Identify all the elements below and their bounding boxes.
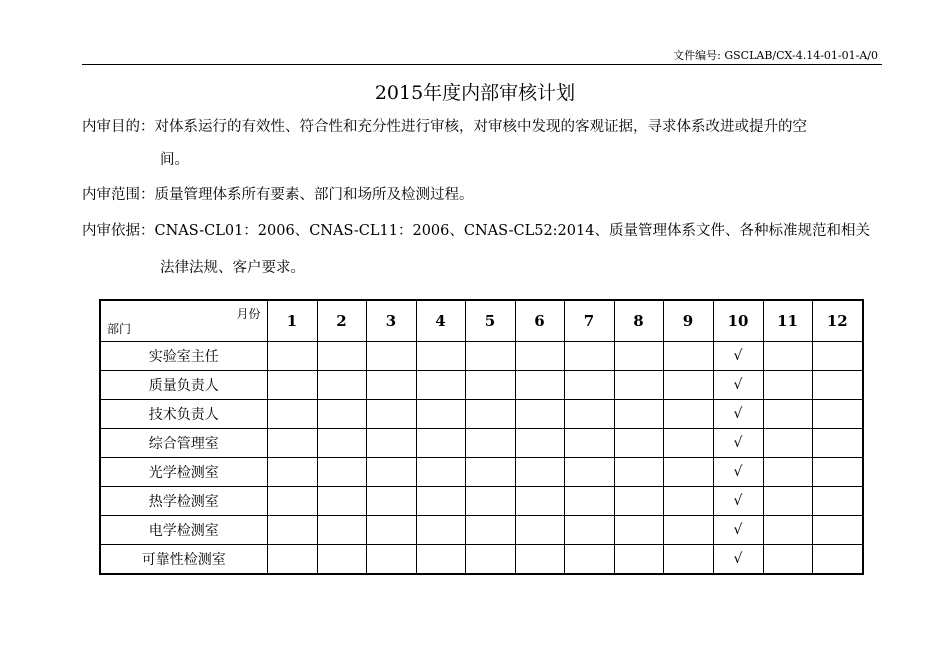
audit-basis-line2: 法律法规、客户要求。	[160, 260, 305, 276]
month-cell	[416, 487, 465, 516]
month-cell	[465, 342, 515, 371]
month-cell	[564, 342, 614, 371]
month-cell	[763, 429, 812, 458]
month-cell	[416, 400, 465, 429]
month-cell	[812, 342, 863, 371]
month-cell	[614, 458, 663, 487]
table-row	[100, 342, 863, 371]
department-cell: 综合管理室	[100, 429, 267, 458]
month-cell	[366, 342, 416, 371]
month-header: 9	[663, 300, 713, 342]
month-cell	[267, 458, 317, 487]
month-cell	[465, 487, 515, 516]
month-cell	[763, 516, 812, 545]
month-header: 8	[614, 300, 663, 342]
month-cell	[614, 371, 663, 400]
month-cell: √	[713, 545, 763, 575]
month-cell	[416, 516, 465, 545]
month-cell	[317, 545, 366, 575]
month-cell	[763, 487, 812, 516]
month-header: 5	[465, 300, 515, 342]
month-header: 2	[317, 300, 366, 342]
month-cell	[663, 458, 713, 487]
department-cell: 电学检测室	[100, 516, 267, 545]
month-cell	[663, 516, 713, 545]
month-cell	[812, 516, 863, 545]
table-row	[100, 429, 863, 458]
department-cell: 质量负责人	[100, 371, 267, 400]
month-cell	[663, 342, 713, 371]
month-cell	[416, 429, 465, 458]
month-header: 10	[713, 300, 763, 342]
table-row	[100, 400, 863, 429]
table-row	[100, 458, 863, 487]
month-cell	[267, 371, 317, 400]
month-cell	[812, 371, 863, 400]
month-cell	[317, 516, 366, 545]
month-cell	[267, 545, 317, 575]
month-cell: √	[713, 487, 763, 516]
month-cell	[663, 545, 713, 575]
month-cell	[763, 371, 812, 400]
month-cell	[663, 429, 713, 458]
month-cell	[317, 371, 366, 400]
month-cell	[614, 342, 663, 371]
table-row	[100, 516, 863, 545]
month-cell	[515, 371, 564, 400]
month-cell	[763, 458, 812, 487]
month-cell	[366, 545, 416, 575]
month-cell: √	[713, 342, 763, 371]
corner-month-label: 月份	[236, 307, 261, 321]
month-cell	[663, 400, 713, 429]
month-cell	[267, 342, 317, 371]
month-cell	[763, 545, 812, 575]
month-cell	[812, 458, 863, 487]
month-header: 3	[366, 300, 416, 342]
document-title: 2015年度内部审核计划	[374, 82, 576, 104]
month-cell	[564, 400, 614, 429]
month-cell	[614, 545, 663, 575]
month-cell	[564, 516, 614, 545]
month-header: 7	[564, 300, 614, 342]
month-header: 1	[267, 300, 317, 342]
month-cell	[366, 458, 416, 487]
corner-dept-label: 部门	[107, 322, 132, 336]
audit-schedule-table	[99, 299, 864, 575]
month-cell	[465, 400, 515, 429]
month-cell	[515, 429, 564, 458]
table-header-row	[100, 300, 863, 342]
month-cell	[812, 429, 863, 458]
month-cell	[515, 516, 564, 545]
month-cell: √	[713, 371, 763, 400]
corner-header-cell	[100, 300, 267, 342]
month-cell	[465, 371, 515, 400]
month-cell	[614, 429, 663, 458]
header-divider	[82, 64, 882, 65]
table-row	[100, 371, 863, 400]
month-cell	[267, 487, 317, 516]
month-cell	[267, 429, 317, 458]
month-cell	[416, 458, 465, 487]
month-cell	[614, 516, 663, 545]
month-cell: √	[713, 429, 763, 458]
month-cell	[812, 400, 863, 429]
audit-purpose-line2: 间。	[160, 152, 189, 168]
month-cell	[564, 458, 614, 487]
month-cell	[763, 342, 812, 371]
month-cell	[416, 545, 465, 575]
month-cell	[267, 400, 317, 429]
department-cell: 实验室主任	[100, 342, 267, 371]
department-cell: 技术负责人	[100, 400, 267, 429]
month-cell	[663, 371, 713, 400]
month-cell	[366, 487, 416, 516]
audit-basis-line1: 内审依据：CNAS-CL01：2006、CNAS-CL11：2006、CNAS-CL52:2014、质量管理体系文件、各种标准规范和相关	[82, 223, 870, 239]
month-cell	[416, 342, 465, 371]
month-cell	[317, 458, 366, 487]
month-cell	[564, 371, 614, 400]
department-cell: 可靠性检测室	[100, 545, 267, 575]
table-row	[100, 487, 863, 516]
department-cell: 光学检测室	[100, 458, 267, 487]
month-cell	[267, 516, 317, 545]
month-cell	[812, 487, 863, 516]
month-cell	[465, 458, 515, 487]
month-cell: √	[713, 458, 763, 487]
department-cell: 热学检测室	[100, 487, 267, 516]
month-cell	[614, 487, 663, 516]
month-cell	[366, 429, 416, 458]
month-cell	[515, 487, 564, 516]
month-cell	[564, 545, 614, 575]
month-cell	[465, 516, 515, 545]
month-cell: √	[713, 516, 763, 545]
month-cell	[317, 400, 366, 429]
month-cell	[317, 342, 366, 371]
month-cell	[465, 429, 515, 458]
month-cell	[465, 545, 515, 575]
month-cell: √	[713, 400, 763, 429]
month-header: 6	[515, 300, 564, 342]
month-cell	[366, 371, 416, 400]
month-cell	[663, 487, 713, 516]
audit-scope: 内审范围：质量管理体系所有要素、部门和场所及检测过程。	[82, 187, 474, 203]
month-cell	[515, 400, 564, 429]
month-header: 4	[416, 300, 465, 342]
month-cell	[515, 458, 564, 487]
month-cell	[614, 400, 663, 429]
month-cell	[515, 342, 564, 371]
audit-purpose-line1: 内审目的：对体系运行的有效性、符合性和充分性进行审核，对审核中发现的客观证据，寻求体系改进或提升的空	[82, 119, 807, 135]
month-cell	[564, 487, 614, 516]
month-cell	[564, 429, 614, 458]
month-cell	[317, 429, 366, 458]
document-code: 文件编号: GSCLAB/CX-4.14-01-01-A/0	[673, 49, 878, 62]
month-cell	[763, 400, 812, 429]
month-header: 12	[812, 300, 863, 342]
table-row	[100, 545, 863, 575]
month-header: 11	[763, 300, 812, 342]
month-cell	[366, 400, 416, 429]
month-cell	[317, 487, 366, 516]
month-cell	[515, 545, 564, 575]
month-cell	[812, 545, 863, 575]
month-cell	[416, 371, 465, 400]
month-cell	[366, 516, 416, 545]
